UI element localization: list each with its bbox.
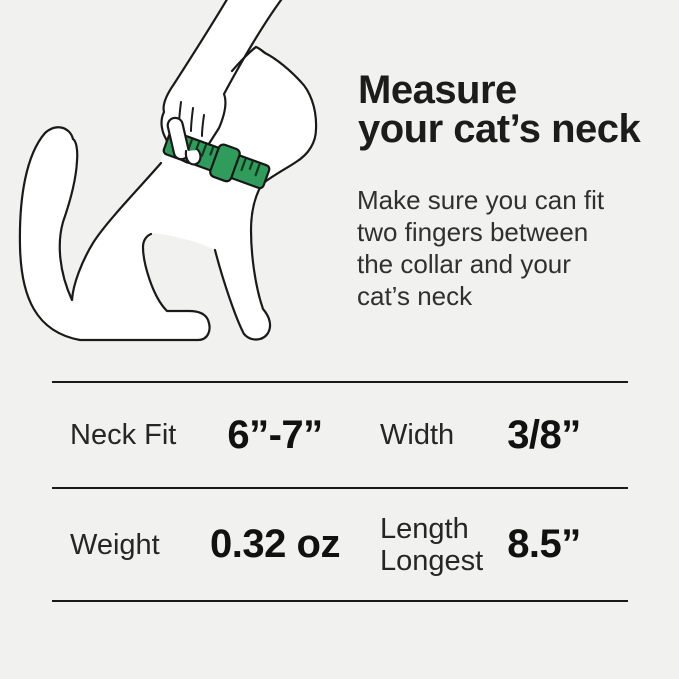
page-title-line2: your cat’s neck (358, 107, 641, 151)
instruction-line: Make sure you can fit (357, 185, 605, 215)
weight-label: Weight (70, 528, 160, 561)
length-longest-value: 8.5” (507, 522, 581, 566)
spec-row-weight-length (52, 489, 628, 600)
length-label-line2: Longest (380, 544, 484, 577)
width-label: Width (380, 419, 455, 451)
weight-value: 0.32 oz (210, 522, 340, 566)
spec-row-neckfit-width (52, 383, 628, 487)
page-title (358, 68, 641, 151)
instruction-line: two fingers between (357, 217, 589, 247)
spec-table (52, 381, 628, 602)
length-label-line1: Length (380, 512, 469, 545)
cat-silhouette-fill (20, 47, 316, 340)
length-longest-label (380, 512, 484, 577)
fingertip-bump (186, 150, 201, 164)
neck-fit-label: Neck Fit (70, 419, 177, 451)
divider-bottom (52, 600, 628, 602)
page-title-line1: Measure (358, 68, 517, 112)
width-value: 3/8” (507, 412, 581, 457)
instruction-text (357, 184, 604, 312)
cat-measuring-illustration (0, 0, 360, 352)
neck-fit-value: 6”-7” (227, 412, 323, 457)
instruction-line: the collar and your (357, 249, 571, 279)
instruction-line: cat’s neck (357, 281, 473, 311)
